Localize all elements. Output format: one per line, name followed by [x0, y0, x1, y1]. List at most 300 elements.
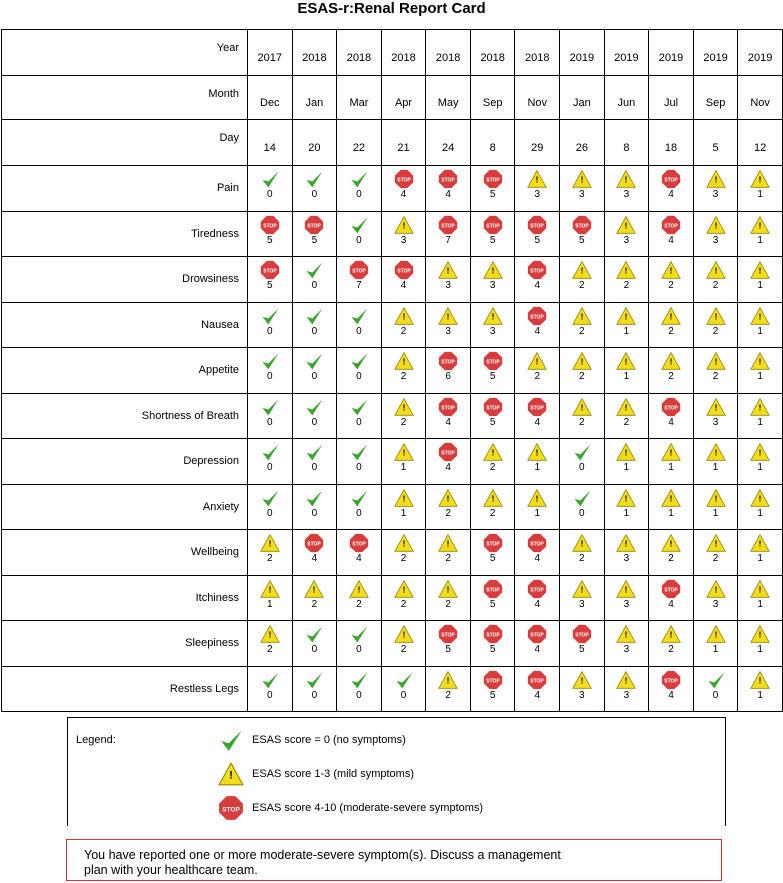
caution-triangle-icon — [616, 397, 636, 417]
stop-sign-icon — [572, 215, 592, 235]
svg-text:!: ! — [580, 401, 584, 412]
score-value: 1 — [712, 462, 719, 473]
stop-sign-icon — [483, 351, 503, 371]
visit-month: Jun — [604, 76, 649, 120]
score-cell — [560, 530, 605, 576]
stop-sign-icon — [438, 624, 458, 644]
score-cell — [426, 666, 471, 712]
score-cell — [426, 621, 471, 667]
svg-text:!: ! — [402, 401, 405, 412]
score-cell — [604, 211, 649, 257]
header-label-day: Day — [2, 120, 248, 166]
symptom-label: Depression — [2, 439, 248, 485]
score-value: 3 — [623, 553, 630, 564]
score-cell — [248, 348, 293, 394]
svg-text:!: ! — [402, 538, 405, 549]
score-cell — [738, 166, 783, 212]
score-cell — [738, 302, 783, 348]
score-value: 0 — [267, 689, 273, 701]
score-value: 2 — [267, 644, 273, 655]
score-cell — [649, 302, 694, 348]
caution-triangle-icon — [572, 260, 592, 280]
score-cell — [248, 166, 293, 212]
stop-sign-icon — [483, 579, 503, 599]
legend-title: Legend: — [76, 734, 116, 746]
score-cell — [604, 575, 649, 621]
score-cell — [693, 621, 738, 667]
score-cell — [292, 666, 337, 712]
score-cell — [515, 575, 560, 621]
score-cell — [248, 393, 293, 439]
score-cell — [292, 166, 337, 212]
score-cell — [426, 393, 471, 439]
score-cell — [248, 302, 293, 348]
visit-day: 12 — [738, 120, 783, 166]
score-cell — [381, 257, 426, 303]
report-title: ESAS-r:Renal Report Card — [297, 0, 486, 17]
score-value: 3 — [400, 234, 407, 246]
score-cell — [693, 666, 738, 712]
checkmark-icon — [260, 670, 280, 690]
score-cell — [292, 575, 337, 621]
score-cell — [426, 348, 471, 394]
score-cell — [693, 211, 738, 257]
svg-text:STOP: STOP — [441, 405, 455, 411]
score-cell — [604, 393, 649, 439]
svg-text:STOP: STOP — [664, 177, 678, 184]
svg-text:!: ! — [714, 583, 717, 594]
checkmark-icon — [349, 351, 369, 371]
score-value: 4 — [445, 189, 451, 200]
caution-triangle-icon — [483, 442, 503, 462]
svg-text:STOP: STOP — [307, 223, 322, 229]
svg-text:STOP: STOP — [441, 450, 455, 457]
legend-item-none — [218, 726, 406, 754]
score-cell — [337, 530, 382, 576]
stop-sign-icon — [304, 215, 324, 235]
caution-triangle-icon — [750, 442, 770, 462]
visit-month: Mar — [337, 76, 382, 120]
score-cell — [560, 348, 605, 394]
score-cell — [381, 575, 426, 621]
stop-sign-icon — [572, 624, 592, 644]
caution-triangle-icon — [349, 579, 369, 599]
score-value: 5 — [489, 416, 496, 428]
caution-triangle-icon — [661, 306, 681, 326]
score-value: 3 — [623, 598, 630, 610]
svg-text:!: ! — [535, 356, 539, 367]
stop-sign-icon — [483, 624, 503, 644]
caution-triangle-icon — [394, 215, 414, 235]
svg-text:!: ! — [491, 492, 495, 503]
svg-text:!: ! — [669, 447, 673, 458]
svg-text:STOP: STOP — [530, 632, 545, 639]
checkmark-icon — [349, 670, 369, 690]
score-cell — [649, 257, 694, 303]
svg-text:!: ! — [669, 310, 673, 321]
visit-month: Sep — [470, 76, 515, 120]
stop-sign-icon — [661, 215, 681, 235]
score-value: 0 — [356, 462, 362, 473]
score-cell — [693, 484, 738, 530]
caution-triangle-icon — [483, 488, 503, 508]
symptom-label: Drowsiness — [2, 257, 248, 303]
checkmark-icon — [394, 670, 414, 690]
score-value: 1 — [757, 644, 763, 655]
visit-year: 2019 — [649, 30, 694, 76]
svg-text:!: ! — [625, 265, 628, 276]
score-value: 0 — [356, 644, 362, 655]
score-cell — [738, 257, 783, 303]
caution-triangle-icon — [661, 442, 681, 462]
stop-sign-icon — [527, 579, 547, 599]
svg-text:STOP: STOP — [530, 223, 545, 229]
checkmark-icon — [260, 488, 280, 508]
stop-sign-icon — [349, 533, 369, 553]
visit-month: Nov — [738, 76, 783, 120]
score-cell — [381, 666, 426, 712]
caution-triangle-icon — [394, 351, 414, 371]
score-value: 1 — [757, 507, 763, 519]
score-value: 4 — [534, 325, 541, 337]
svg-text:!: ! — [669, 629, 673, 640]
score-cell — [649, 166, 694, 212]
svg-text:STOP: STOP — [485, 359, 500, 366]
score-cell — [292, 621, 337, 667]
score-value: 1 — [623, 507, 630, 519]
score-cell — [292, 393, 337, 439]
score-value: 4 — [400, 280, 407, 291]
checkmark-icon — [260, 351, 280, 371]
score-cell — [470, 575, 515, 621]
score-value: 5 — [445, 644, 451, 655]
score-cell — [470, 257, 515, 303]
caution-triangle-icon — [750, 397, 770, 417]
score-value: 5 — [489, 371, 496, 382]
score-cell — [426, 575, 471, 621]
score-value: 5 — [534, 234, 541, 246]
svg-text:!: ! — [312, 583, 316, 594]
symptom-row — [2, 666, 783, 712]
caution-triangle-icon — [616, 442, 636, 462]
score-value: 1 — [757, 189, 763, 200]
svg-text:!: ! — [714, 401, 717, 412]
stop-sign-icon — [527, 624, 547, 644]
caution-triangle-icon — [438, 488, 458, 508]
caution-triangle-icon — [260, 533, 280, 553]
score-value: 4 — [668, 234, 674, 246]
stop-sign-icon — [304, 533, 324, 553]
score-cell — [426, 530, 471, 576]
legend-text-mild: ESAS score 1-3 (mild symptoms) — [252, 768, 414, 780]
score-value: 2 — [267, 553, 273, 564]
caution-triangle-icon — [616, 624, 636, 644]
svg-text:STOP: STOP — [664, 678, 678, 684]
symptom-row — [2, 621, 783, 667]
score-cell — [693, 166, 738, 212]
score-cell — [560, 439, 605, 485]
svg-text:!: ! — [580, 583, 584, 594]
score-value: 2 — [489, 507, 496, 519]
visit-month: Jan — [292, 76, 337, 120]
svg-text:STOP: STOP — [664, 405, 678, 411]
score-value: 5 — [579, 234, 585, 246]
svg-text:!: ! — [758, 629, 762, 640]
svg-text:!: ! — [625, 629, 628, 640]
caution-triangle-icon — [527, 351, 547, 371]
svg-text:STOP: STOP — [441, 632, 455, 639]
checkmark-icon — [304, 169, 324, 189]
report-table — [1, 29, 783, 712]
svg-text:!: ! — [714, 492, 717, 503]
visit-year: 2019 — [560, 30, 605, 76]
score-value: 2 — [579, 416, 585, 428]
score-value: 2 — [712, 280, 719, 291]
score-cell — [381, 530, 426, 576]
svg-text:STOP: STOP — [664, 587, 678, 593]
score-cell — [649, 439, 694, 485]
alert-box — [66, 839, 722, 881]
score-value: 2 — [400, 416, 407, 428]
svg-text:!: ! — [580, 174, 584, 185]
caution-triangle-icon — [394, 579, 414, 599]
score-cell — [381, 348, 426, 394]
caution-triangle-icon — [616, 488, 636, 508]
svg-text:STOP: STOP — [530, 541, 545, 548]
score-cell — [470, 211, 515, 257]
caution-triangle-icon — [527, 442, 547, 462]
score-value: 2 — [579, 553, 585, 564]
checkmark-icon — [349, 488, 369, 508]
stop-sign-icon — [527, 670, 547, 690]
svg-text:!: ! — [535, 492, 539, 503]
score-cell — [693, 302, 738, 348]
score-value: 4 — [311, 553, 318, 564]
symptom-label: Tiredness — [2, 211, 248, 257]
svg-text:!: ! — [229, 769, 233, 782]
score-value: 3 — [712, 598, 719, 610]
svg-text:!: ! — [714, 447, 717, 458]
svg-text:!: ! — [758, 265, 762, 276]
score-value: 2 — [400, 553, 407, 564]
score-value: 5 — [489, 644, 496, 655]
stop-sign-icon — [527, 306, 547, 326]
score-value: 2 — [445, 598, 451, 610]
symptom-label: Nausea — [2, 302, 248, 348]
caution-triangle-icon — [750, 260, 770, 280]
score-cell — [426, 302, 471, 348]
caution-triangle-icon — [750, 215, 770, 235]
score-value: 0 — [712, 689, 719, 701]
stop-sign-icon — [483, 397, 503, 417]
stop-sign-icon — [438, 351, 458, 371]
svg-text:!: ! — [714, 310, 717, 321]
score-cell — [470, 484, 515, 530]
score-value: 2 — [534, 371, 541, 382]
caution-triangle-icon — [218, 761, 244, 787]
score-cell — [292, 257, 337, 303]
score-value: 3 — [712, 234, 719, 246]
caution-triangle-icon — [750, 488, 770, 508]
caution-triangle-icon — [661, 624, 681, 644]
score-cell — [738, 439, 783, 485]
svg-text:STOP: STOP — [575, 632, 589, 639]
symptom-row — [2, 575, 783, 621]
score-cell — [337, 257, 382, 303]
checkmark-icon — [304, 488, 324, 508]
checkmark-icon — [572, 488, 592, 508]
legend-item-mild — [218, 760, 414, 788]
stop-sign-icon — [483, 215, 503, 235]
svg-text:!: ! — [446, 310, 450, 321]
score-cell — [649, 211, 694, 257]
score-cell — [337, 439, 382, 485]
score-cell — [693, 257, 738, 303]
score-cell — [738, 530, 783, 576]
score-value: 5 — [267, 234, 273, 246]
header-label-month: Month — [2, 76, 248, 120]
score-cell — [604, 666, 649, 712]
score-value: 2 — [668, 325, 674, 337]
stop-sign-icon — [527, 215, 547, 235]
caution-triangle-icon — [706, 533, 726, 553]
checkmark-icon — [349, 624, 369, 644]
caution-triangle-icon — [438, 306, 458, 326]
svg-text:!: ! — [580, 538, 584, 549]
symptom-row — [2, 302, 783, 348]
svg-text:STOP: STOP — [485, 405, 500, 411]
svg-text:!: ! — [446, 538, 450, 549]
svg-text:STOP: STOP — [485, 223, 500, 229]
visit-year: 2017 — [248, 30, 293, 76]
score-value: 2 — [623, 416, 630, 428]
svg-text:!: ! — [758, 356, 762, 367]
visit-year: 2019 — [693, 30, 738, 76]
score-cell — [292, 530, 337, 576]
score-cell — [515, 257, 560, 303]
score-value: 2 — [712, 325, 719, 337]
stop-sign-icon — [218, 795, 244, 821]
checkmark-icon — [260, 306, 280, 326]
symptom-row — [2, 393, 783, 439]
score-value: 0 — [356, 234, 362, 246]
score-cell — [337, 575, 382, 621]
score-value: 7 — [445, 234, 451, 246]
svg-text:!: ! — [402, 583, 405, 594]
score-value: 0 — [356, 507, 362, 519]
score-value: 4 — [534, 416, 541, 428]
stop-sign-icon — [483, 533, 503, 553]
visit-day: 26 — [560, 120, 605, 166]
score-cell — [248, 439, 293, 485]
visit-year: 2019 — [604, 30, 649, 76]
score-value: 4 — [668, 689, 674, 701]
caution-triangle-icon — [304, 579, 324, 599]
score-value: 0 — [311, 189, 318, 200]
visit-month: Dec — [248, 76, 293, 120]
stop-sign-icon — [260, 215, 280, 235]
svg-text:!: ! — [625, 401, 628, 412]
checkmark-icon — [218, 727, 244, 753]
caution-triangle-icon — [260, 624, 280, 644]
symptom-label: Wellbeing — [2, 530, 248, 576]
caution-triangle-icon — [616, 351, 636, 371]
score-cell — [560, 666, 605, 712]
score-value: 7 — [356, 280, 362, 291]
svg-text:!: ! — [714, 265, 717, 276]
score-cell — [248, 666, 293, 712]
score-value: 2 — [668, 553, 674, 564]
visit-year: 2018 — [337, 30, 382, 76]
stop-sign-icon — [661, 579, 681, 599]
score-cell — [604, 166, 649, 212]
score-value: 0 — [356, 416, 362, 428]
score-value: 5 — [311, 234, 318, 246]
caution-triangle-icon — [438, 670, 458, 690]
header-label-year: Year — [2, 30, 248, 76]
symptom-label: Shortness of Breath — [2, 393, 248, 439]
score-value: 0 — [311, 689, 318, 701]
score-cell — [337, 211, 382, 257]
caution-triangle-icon — [394, 488, 414, 508]
score-cell — [649, 393, 694, 439]
score-value: 2 — [311, 598, 318, 610]
svg-text:!: ! — [491, 265, 495, 276]
svg-text:STOP: STOP — [485, 632, 500, 639]
svg-text:!: ! — [446, 265, 450, 276]
symptom-row — [2, 211, 783, 257]
stop-sign-icon — [483, 169, 503, 189]
score-cell — [693, 575, 738, 621]
score-value: 0 — [579, 507, 585, 519]
alert-line-1: You have reported one or more moderate-severe symptom(s). Discuss a management — [84, 848, 561, 862]
score-cell — [426, 166, 471, 212]
score-value: 4 — [534, 553, 541, 564]
caution-triangle-icon — [706, 306, 726, 326]
visit-day: 8 — [604, 120, 649, 166]
stop-sign-icon — [527, 533, 547, 553]
score-cell — [515, 621, 560, 667]
score-cell — [337, 302, 382, 348]
score-value: 1 — [757, 598, 763, 610]
score-cell — [560, 484, 605, 530]
score-cell — [337, 166, 382, 212]
score-cell — [426, 484, 471, 530]
svg-text:STOP: STOP — [485, 541, 500, 548]
legend-text-severe: ESAS score 4-10 (moderate-severe symptoms) — [252, 802, 484, 814]
score-value: 0 — [356, 371, 362, 382]
checkmark-icon — [349, 306, 369, 326]
checkmark-icon — [349, 442, 369, 462]
checkmark-icon — [349, 397, 369, 417]
score-cell — [649, 666, 694, 712]
visit-year: 2019 — [738, 30, 783, 76]
caution-triangle-icon — [750, 351, 770, 371]
svg-text:!: ! — [268, 629, 272, 640]
svg-text:!: ! — [669, 356, 673, 367]
score-cell — [426, 257, 471, 303]
caution-triangle-icon — [394, 624, 414, 644]
caution-triangle-icon — [483, 260, 503, 280]
svg-text:STOP: STOP — [530, 314, 545, 320]
score-cell — [738, 484, 783, 530]
score-value: 4 — [668, 416, 674, 428]
score-value: 2 — [579, 325, 585, 337]
symptom-row — [2, 484, 783, 530]
caution-triangle-icon — [706, 488, 726, 508]
svg-text:!: ! — [669, 538, 673, 549]
score-value: 3 — [623, 234, 630, 246]
